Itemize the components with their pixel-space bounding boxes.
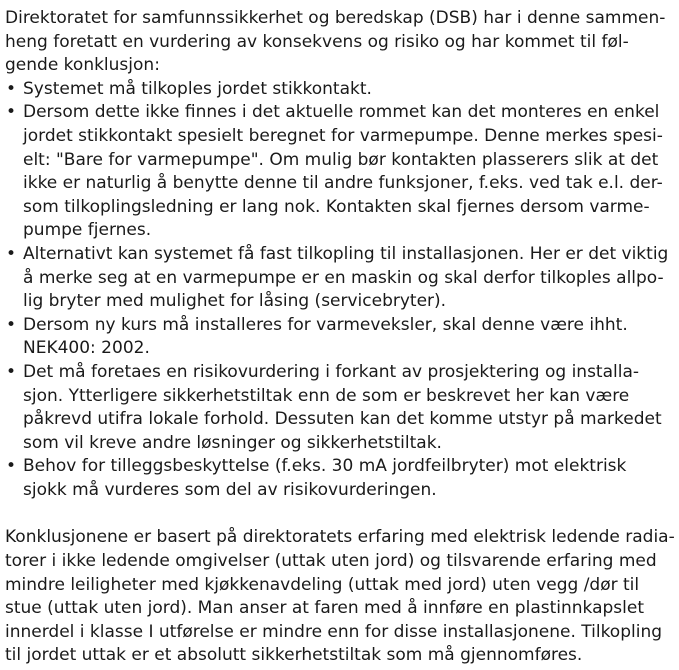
text-line: mindre leiligheter med kjøkkenavdeling (uttak med jord) uten vegg /dør til [5,574,640,595]
document-page [5,7,675,668]
text-line: Alternativt kan systemet få fast tilkopling til installasjonen. Her er det viktig [23,243,669,264]
list-item [5,314,675,361]
text-line: jordet stikkontakt spesielt beregnet for varmepumpe. Denne merkes spesi- [23,125,663,146]
text-line: Systemet må tilkoples jordet stikkontakt. [23,78,372,99]
list-item [5,361,675,455]
text-line: til jordet uttak er et absolutt sikkerhetstiltak som må gjennomføres. [5,645,583,666]
text-line: som vil kreve andre løsninger og sikkerhetstiltak. [23,432,442,453]
bullet-icon: • [6,243,17,264]
bullet-icon: • [6,314,17,335]
text-line: pumpe fjernes. [23,220,152,241]
bullet-icon: • [6,361,17,382]
conclusion-paragraph [5,526,675,668]
text-line: sjokk må vurderes som del av risikovurderingen. [23,479,437,500]
text-line: stue (uttak uten jord). Man anser at faren med å innføre en plastinnkapslet [5,598,644,619]
text-line: Behov for tilleggsbeskyttelse (f.eks. 30 mA jordfeilbryter) mot elektrisk [23,456,627,477]
text-line: lig bryter med mulighet for låsing (servicebryter). [23,291,447,312]
text-line: elt: "Bare for varmepumpe". Om mulig bør kontakten plasserers slik at det [23,149,659,170]
bullet-icon: • [6,456,17,477]
list-item [5,78,675,102]
paragraph-spacer [5,502,675,526]
text-line: Direktoratet for samfunnssikkerhet og beredskap (DSB) har i denne sammen- [5,8,666,28]
text-line: Dersom dette ikke finnes i det aktuelle rommet kan det monteres en enkel [23,102,660,123]
text-line: NEK400: 2002. [23,338,150,359]
intro-paragraph [5,7,675,78]
text-line: Konklusjonene er basert på direktoratets erfaring med elektrisk ledende radia- [5,527,675,548]
text-line: påkrevd utifra lokale forhold. Dessuten kan det komme utstyr på markedet [23,409,662,430]
list-item [5,455,675,502]
text-line: torer i ikke ledende omgivelser (uttak uten jord) og tilsvarende erfaring med [5,551,657,572]
text-line: ikke er naturlig å benytte denne til andre funksjoner, f.eks. ved tak e.l. der- [23,173,663,194]
bullet-icon: • [6,102,17,123]
list-item [5,101,675,243]
text-line: som tilkoplingsledning er lang nok. Kontakten skal fjernes dersom varme- [23,196,650,217]
text-line: sjon. Ytterligere sikkerhetstiltak enn de som er beskrevet her kan være [23,385,630,406]
text-line: heng foretatt en vurdering av konsekvens og risiko og har kommet til føl- [5,31,629,52]
bullet-icon: • [6,78,17,99]
list-item [5,243,675,314]
text-line: innerdel i klasse I utførelse er mindre enn for disse installasjonene. Tilkopling [5,621,663,642]
text-line: gende konklusjon: [5,55,160,76]
text-line: Det må foretaes en risikovurdering i forkant av prosjektering og installa- [23,361,640,382]
bullet-list [5,78,675,503]
text-line: Dersom ny kurs må installeres for varmeveksler, skal denne være ihht. [23,314,628,335]
text-line: å merke seg at en varmepumpe er en maskin og skal derfor tilkoples allpo- [23,267,664,288]
